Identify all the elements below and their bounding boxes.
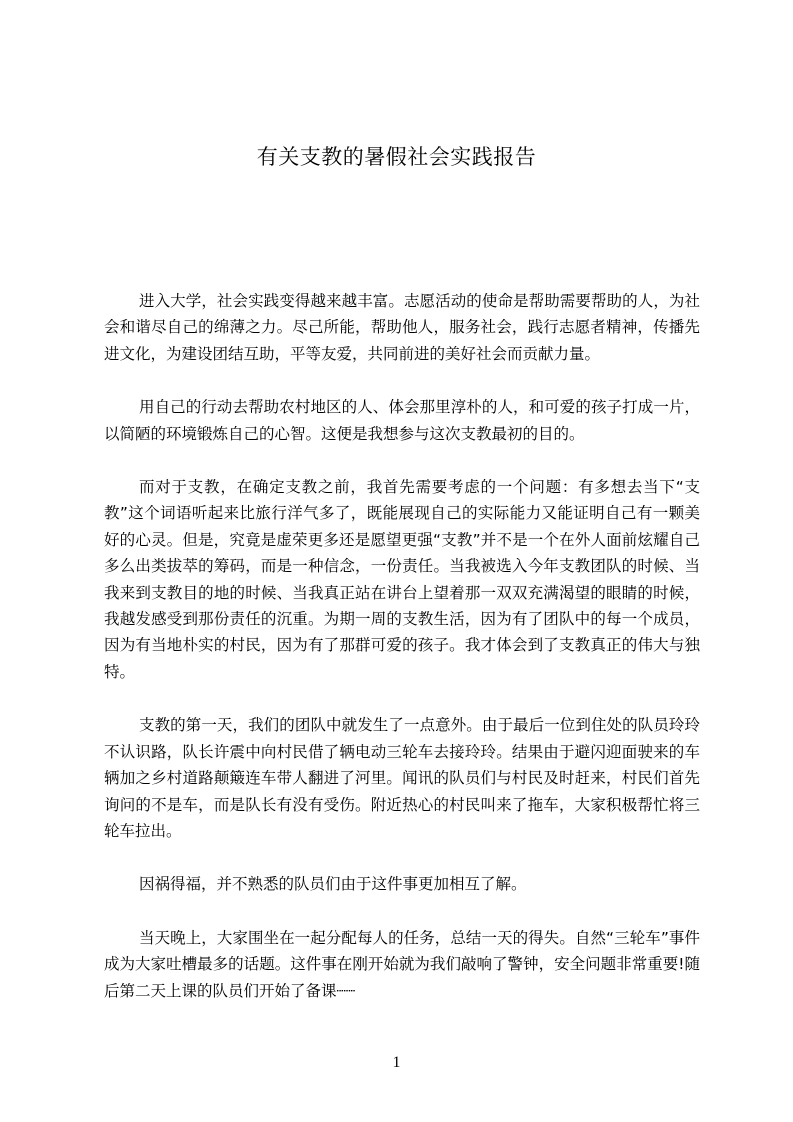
paragraph-4: 支教的第一天，我们的团队中就发生了一点意外。由于最后一位到住处的队员玲玲不认识路，队长许震中向村民借了辆电动三轮车去接玲玲。结果由于避闪迎面驶来的车辆加之乡村道路颠簸连车带人翻进了河里。闻讯的队员们与村民及时赶来，村民们首先询问的不是车，而是队长有没有受伤。附近热心的村民叫来了拖车，大家积极帮忙将三轮车拉出。 xyxy=(104,716,700,840)
paragraph-1: 进入大学，社会实践变得越来越丰富。志愿活动的使命是帮助需要帮助的人，为社会和谐尽自己的绵薄之力。尽己所能，帮助他人，服务社会，践行志愿者精神，传播先进文化，为建设团结互助，平等友爱，共同前进的美好社会而贡献力量。 xyxy=(104,292,700,363)
page-number: 1 xyxy=(392,1054,401,1071)
document-title: 有关支教的暑假社会实践报告 xyxy=(256,145,537,169)
paragraph-5: 因祸得福，并不熟悉的队员们由于这件事更加相互了解。 xyxy=(139,875,527,894)
paragraph-6: 当天晚上，大家围坐在一起分配每人的任务，总结一天的得失。自然“三轮车”事件成为大家吐槽最多的话题。这件事在刚开始就为我们敲响了警钟，安全问题非常重要!随后第二天上课的队员们开始了备课┈┈ xyxy=(104,928,700,1000)
document-body xyxy=(104,288,700,1004)
paragraph-2: 用自己的行动去帮助农村地区的人、体会那里淳朴的人，和可爱的孩子打成一片，以简陋的环境锻炼自己的心智。这便是我想参与这次支教最初的目的。 xyxy=(104,398,700,443)
paragraph-3: 而对于支教，在确定支教之前，我首先需要考虑的一个问题：有多想去当下“支教”这个词语听起来比旅行洋气多了，既能展现自己的实际能力又能证明自己有一颗美好的心灵。但是，究竟是虚荣更多还是愿望更强“支教”并不是一个在外人面前炫耀自己多么出类拔萃的筹码，而是一种信念，一份责任。当我被选入今年支教团队的时候、当我来到支教目的地的时候、当我真正站在讲台上望着那一双双充满渴望的眼睛的时候，我越发感受到那份责任的沉重。为期一周的支教生活，因为有了团队中的每一个成员，因为有当地朴实的村民，因为有了那群可爱的孩子。我才体会到了支教真正的伟大与独特。 xyxy=(104,478,700,681)
